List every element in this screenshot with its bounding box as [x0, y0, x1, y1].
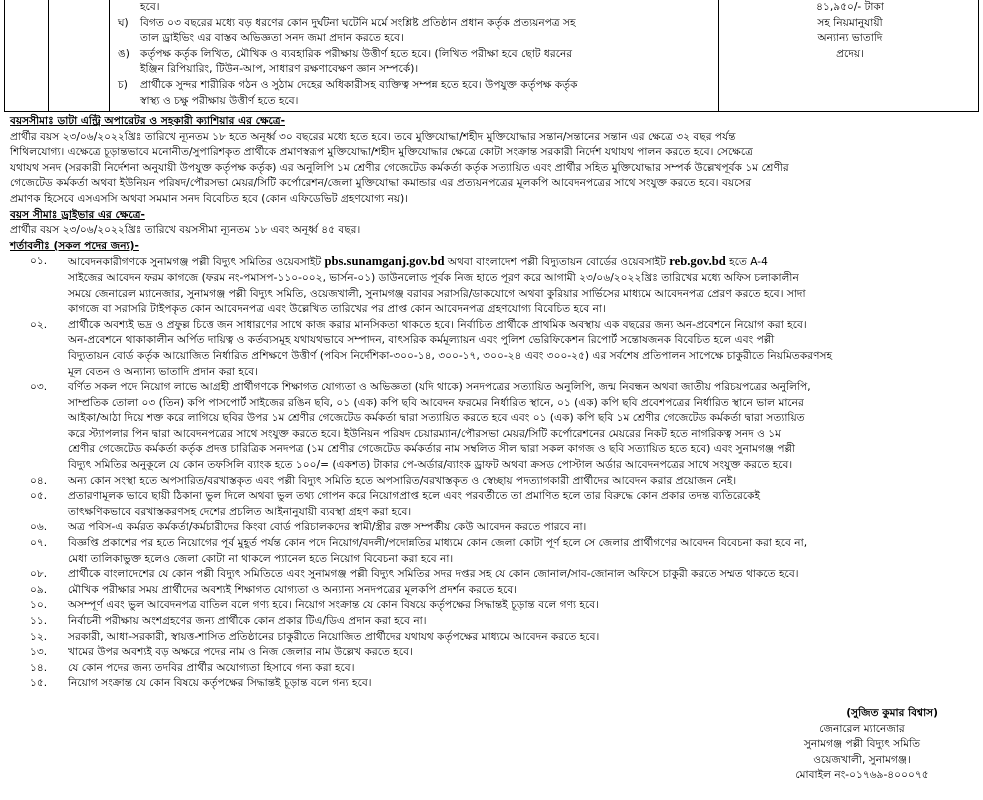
- text-segment: প্রার্থীকে বাংলাদেশের যে কোন পল্লী বিদ্যুৎ সমিতিতে এবং সুনামগঞ্জ পল্লী বিদ্যুৎ সমিতির সদর দপ্তর সহ যে কোন জোনাল/সাব-জোনাল অফিসে চাকুরী করতে সম্মত থাকতে হবে।: [68, 568, 799, 581]
- condition-item: [10, 645, 976, 661]
- condition-item: [10, 661, 976, 677]
- text-segment: কাগজে বা সরাসরি টাইপকৃত কোন আবেদনপত্র এবং উল্লেখিত তারিখের পর প্রাপ্ত কোন আবেদনপত্র গ্রহণযোগ্য বিবেচিত হবে না।: [68, 303, 606, 316]
- text-segment: বিজ্ঞপ্তি প্রকাশের পর হতে নিয়োগের পূর্ব মুহূর্ত পর্যন্ত কোন পদে নিয়োগ/বদলী/পদোন্নতির মাধ্যমে কোন জেলা কোটা পূর্ণ হলে সে জেলার প্রার্থীগণের আবেদন বিবেচনা করা হবে না,: [68, 537, 808, 550]
- condition-number: ০৩.: [30, 381, 48, 394]
- condition-line: [68, 271, 976, 287]
- condition-number: ০৫.: [30, 490, 48, 503]
- condition-line: [68, 489, 976, 505]
- condition-number: ০৪.: [30, 474, 48, 487]
- condition-number: ০৬.: [30, 521, 48, 534]
- condition-item: [10, 520, 976, 536]
- condition-line: [68, 505, 976, 521]
- text-segment: আবেদনকারীগণকে সুনামগঞ্জ পল্লী বিদ্যুৎ সমিতির ওয়েবসাইট: [68, 256, 325, 269]
- requirement-line: স্বাস্থ্য ও চক্ষু পরীক্ষায় উত্তীর্ণ হতে হবে।: [140, 94, 299, 107]
- condition-line: [68, 287, 976, 303]
- text-segment: প্রতারণামূলক ভাবে ছায়ী ঠিকানা ভুল দিলে অথবা ভুল তথ্য গোপন করে নিয়োগপ্রাপ্ত হলে এবং পরবর্তীতে তা প্রমাণিত হলে তার বিরুদ্ধে কোন প্রকার তদন্ত ব্যতিরেকেই: [68, 490, 761, 503]
- condition-line: [68, 474, 976, 490]
- salary-line: সহ নিয়মানুযায়ী: [817, 16, 883, 29]
- signatory-name: (সুজিত কুমার বিশ্বাস): [846, 707, 938, 719]
- condition-line: [68, 411, 976, 427]
- signature-block: [746, 706, 978, 784]
- requirement-line: বিগত ০৩ বছরের মধ্যে বড় ধরণের কোন দুর্ঘটনা ঘটেনি মর্মে সংশ্লিষ্ট প্রতিষ্ঠান প্রধান কর্তৃক প্রত্যয়নপত্র সহ: [140, 16, 576, 29]
- text-segment: অসম্পূর্ণ এবং ভুল আবেদনপত্র বাতিল বলে গণ্য হবে। নিয়োগ সংক্রান্ত যে কোন বিষয়ে কর্তৃপক্ষের সিদ্ধান্তই চূড়ান্ত বলে গণ্য হবে।: [68, 599, 599, 612]
- condition-line: [68, 254, 976, 271]
- text-segment: মূল বেতন ও অন্যান্য ভাতাদি প্রদান করা হবে।: [68, 365, 258, 378]
- condition-line: [68, 567, 976, 583]
- condition-line: [68, 645, 976, 661]
- text-segment: প্রার্থীকে অবশ্যই ভদ্র ও প্রফুল্ল চিত্তে জন সাধারণের সাথে কাজ করার মানসিকতা থাকতে হবে। নির্বাচিত প্রার্থীকে প্রাথমিক অবস্থায় এক বছরের জন্য অন-প্রবেশনে নিয়োগ করা হবে।: [68, 318, 807, 331]
- condition-number: ০১.: [30, 255, 48, 268]
- table-column-divider: [109, 0, 110, 111]
- condition-item: [10, 536, 976, 567]
- text-segment: সরকারী, আধা-সরকারী, স্বায়ত্ত-শাসিত প্রতিষ্ঠানের চাকুরীতে নিয়োজিত প্রার্থীদের যথাযথ কর্তৃপক্ষের মাধ্যমে আবেদন করতে হবে।: [68, 630, 600, 643]
- text-segment: মৌখিক পরীক্ষার সময় প্রার্থীদের অবশ্যই শিক্ষাগত যোগ্যতা ও অন্যান্য সনদপত্রের মূলকপি প্রদর্শন করতে হবে।: [68, 583, 518, 596]
- condition-line: [68, 365, 976, 381]
- condition-number: ০২.: [30, 318, 48, 331]
- condition-number: ১৪.: [30, 661, 48, 674]
- paragraph-line: গেজেটেড কর্মকর্তা অথবা ইউনিয়ন পরিষদ/পৌরসভা মেয়র/সিটি কর্পোরেশন/জেলা মুক্তিযোদ্ধা কমান্ডার এর প্রত্যয়নপত্রের মূলকপি আবেদনপত্রের সাথে সংযুক্ত করতে হবে। বয়সের: [10, 177, 752, 190]
- text-segment: বিদ্যুতায়ন বোর্ড কর্তৃক আয়োজিত নির্ধারিত প্রশিক্ষণে উত্তীর্ণ (পবিস নির্দেশিকা-৩০০-১৪, ৩০০-১৭, ৩০০-২৪ এবং ৩০০-২৫) এর সর্বশেষ প্রতিপালন সাপেক্ষে চাকুরীতে নিয়মিতকরণসহ: [68, 349, 833, 362]
- conditions-heading: শর্তাবলীঃ (সকল পদের জন্য)-: [10, 239, 139, 252]
- website-url: reb.gov.bd: [669, 254, 726, 269]
- condition-line: [68, 583, 976, 599]
- requirement-row: [118, 47, 714, 78]
- salary-line: প্রদেয়।: [836, 47, 864, 60]
- requirement-line: হবে।: [140, 1, 160, 13]
- text-segment: বর্ণিত সকল পদে নিয়োগ লাভে আগ্রহী প্রার্থীগণকে শিক্ষাগত যোগ্যতা ও অভিজ্ঞতা (যদি থাকে) সনদপত্রের সত্যায়িত অনুলিপি, জন্ম নিবন্ধন অথবা জাতীয় পরিচয়পত্রের অনুলিপি,: [68, 381, 811, 394]
- text-segment: হতে A-4: [725, 256, 768, 269]
- requirement-row: [118, 16, 714, 47]
- paragraph-line: প্রার্থীর বয়স ২৩/০৬/২০২২খ্রিঃ তারিখে ন্যূনতম ১৮ হতে অনূর্ধ্ব ৩০ বছরের মধ্যে হতে হবে। তবে মুক্তিযোদ্ধা/শহীদ মুক্তিযোদ্ধার সন্তান/সন্তানের সন্তান এর ক্ষেত্রে ৩২ বছর পর্যন্ত: [10, 130, 736, 143]
- age-limit-heading-data-entry: বয়সসীমাঃ ডাটা এন্ট্রি অপারেটর ও সহকারী ক্যাশিয়ার এর ক্ষেত্রে-: [10, 115, 285, 127]
- condition-item: [10, 614, 976, 630]
- text-segment: আইকা/আঠা দিয়ে শক্ত করে লাগিয়ে ছবির উপর ১ম শ্রেণীর গেজেটেড কর্মকর্তা দ্বারা সত্যায়িত করতে হবে এবং ০১ (এক) কপি ছবি ১ম শ্রেণীর গেজেটেড কর্মকর্তা দ্বারা সত্যায়িত: [68, 412, 805, 425]
- condition-line: [68, 661, 976, 677]
- condition-item: [10, 583, 976, 599]
- table-column-divider: [48, 0, 49, 111]
- requirement-row: [118, 78, 714, 109]
- requirement-line: তাল ড্রাইভিং এর বাস্তব অভিজ্ঞতা সনদ জমা প্রদান করতে হবে।: [140, 32, 404, 45]
- condition-line: [68, 536, 976, 552]
- condition-line: [68, 614, 976, 630]
- text-segment: সাইজের আবেদন ফরম কাগজে (ফরম নং-পমাসপ-১১০-০০২, ভার্সন-০১) ডাউনলোড পূর্বক নিজ হাতে পূরণ করে আগামী ২৩/০৬/২০২২খ্রিঃ তারিখের মধ্যে অফিস চলাকালীন: [68, 271, 799, 284]
- condition-line: [68, 458, 976, 474]
- table-column-divider: [718, 0, 719, 111]
- condition-line: [68, 442, 976, 458]
- requirement-number: চ): [118, 78, 128, 91]
- condition-item: [10, 474, 976, 490]
- condition-line: [68, 630, 976, 646]
- text-segment: নির্বাচনী পরীক্ষায় অংশগ্রহণের জন্য প্রার্থীকে কোন প্রকার টিএ/ডিএ প্রদান করা হবে না।: [68, 615, 427, 627]
- requirement-number: ঘ): [118, 16, 129, 29]
- text-segment: মেধা তালিকাভুক্ত হলেও জেলা কোটা না থাকলে প্যানেল হতে নিয়োগ বিবেচনা করা হবে না।: [68, 552, 454, 565]
- requirement-row: [118, 0, 714, 16]
- website-url: pbs.sunamganj.gov.bd: [324, 254, 445, 269]
- condition-item: [10, 676, 976, 692]
- condition-line: [68, 396, 976, 412]
- condition-item: [10, 489, 976, 520]
- condition-line: [68, 333, 976, 349]
- condition-line: [68, 380, 976, 396]
- age-limit-text-driver: [10, 223, 976, 239]
- condition-number: ১০.: [30, 599, 48, 612]
- condition-item: [10, 630, 976, 646]
- condition-item: [10, 380, 976, 474]
- condition-number: ০৯.: [30, 583, 48, 596]
- text-segment: অত্র পবিস-এ কর্মরত কর্মকর্তা/কর্মচারীদের কিংবা বোর্ড পরিচালকদের স্বামী/স্ত্রীর রক্ত সম্পর্কীয় কেউ আবেদন করতে পারবে না।: [68, 521, 587, 534]
- driver-requirements: [118, 0, 714, 109]
- condition-line: [68, 598, 976, 614]
- condition-line: [68, 318, 976, 334]
- condition-line: [68, 349, 976, 365]
- condition-number: ১৫.: [30, 677, 48, 690]
- condition-item: [10, 567, 976, 583]
- paragraph-line: যথাযথ সনদ (সরকারী নির্দেশনা অনুযায়ী উপযুক্ত কর্তৃপক্ষ কর্তৃক) এর অনুলিপি ১ম শ্রেণীর গেজেটেড কর্মকর্তা কর্তৃক সত্যায়িত এবং প্রার্থীর সহিত মুক্তিযোদ্ধার সম্পর্ক উল্লেখপূর্বক ১ম শ্রেণীর: [10, 161, 789, 174]
- condition-item: [10, 598, 976, 614]
- signatory-title: জেনারেল ম্যানেজার: [819, 722, 905, 735]
- text-segment: শ্রেণীর গেজেটেড কর্মকর্তা কর্তৃক প্রদত্ত চারিত্রিক সনদপত্র (১ম শ্রেণীর গেজেটেড কর্মকর্তার নাম সম্বলিত সীল দ্বারা সকল কাগজ ও ছবি সত্যায়িত হতে হবে) এবং সুনামগঞ্জ পল্লী: [68, 443, 796, 456]
- conditions-list: [10, 254, 976, 692]
- text-segment: যে কোন পদের জন্য তদবির প্রার্থীর অযোগ্যতা হিসাবে গন্য করা হবে।: [68, 661, 355, 674]
- condition-line: [68, 520, 976, 536]
- salary-line: অন্যান্য ভাতাদি: [817, 32, 883, 45]
- paragraph-line: প্রার্থীর বয়স ২৩/০৬/২০২২খ্রিঃ তারিখে বয়সসীমা ন্যূনতম ১৮ এবং অনূর্ধ্ব ৪৫ বছর।: [10, 224, 361, 237]
- requirement-line: ইঞ্জিন রিপিয়ারিং, টিউন-আপ, সাধারণ রক্ষণাবেক্ষণ জ্ঞান সম্পর্কে)।: [140, 63, 419, 76]
- paragraph-line: প্রমাণক হিসেবে এসএসসি অথবা সমমান সনদ বিবেচিত হবে (কোন এফিডেভিট গ্রহণযোগ্য নয়)।: [10, 192, 409, 205]
- text-segment: তাৎক্ষণিকভাবে বরখাস্তকরণসহ দেশের প্রচলিত আইনানুযায়ী ব্যবস্থা গ্রহণ করা হবে।: [68, 505, 412, 518]
- condition-line: [68, 427, 976, 443]
- requirement-line: প্রার্থীকে সুন্দর শারীরিক গঠন ও সুঠাম দেহের অধিকারীসহ ব্যক্তিত্ব সম্পন্ন হতে হবে। উপযুক্ত কর্তৃপক্ষ কর্তৃক: [140, 78, 578, 91]
- condition-item: [10, 254, 976, 317]
- signatory-address: ওয়েজখালী, সুনামগঞ্জ।: [813, 753, 911, 766]
- text-segment: নিয়োগ সংক্রান্ত যে কোন বিষয়ে কর্তৃপক্ষের সিদ্ধান্তই চূড়ান্ত বলে গন্য হবে।: [68, 677, 372, 690]
- age-limit-text-data-entry: [10, 130, 976, 208]
- text-segment: করে স্ট্যাপলার পিন দ্বারা আবেদনপত্রের সাথে সংযুক্ত করতে হবে। ইউনিয়ন পরিষদ চেয়ারম্যান/পৌরসভা মেয়র/সিটি কর্পোরেশনের মেয়রের নিকট হতে নাগরিকত্ব সনদ ও ১ম: [68, 427, 782, 440]
- requirement-number: ঙ): [118, 47, 130, 60]
- condition-number: ১৩.: [30, 646, 48, 659]
- job-table-fragment: [4, 0, 979, 112]
- text-segment: খামের উপর অবশ্যই বড় অক্ষরে পদের নাম ও নিজ জেলার নাম উল্লেখ করতে হবে।: [68, 646, 413, 659]
- condition-line: [68, 676, 976, 692]
- signatory-organization: সুনামগঞ্জ পল্লী বিদ্যুৎ সমিতি: [803, 738, 921, 751]
- condition-number: ০৮.: [30, 568, 48, 581]
- salary-cell: [725, 0, 975, 62]
- signatory-mobile: মোবাইল নং-০১৭৬৯-৪০০০৭৫: [795, 769, 929, 782]
- condition-line: [68, 552, 976, 568]
- condition-number: ০৭.: [30, 537, 48, 550]
- text-segment: অথবা বাংলাদেশ পল্লী বিদ্যুতায়ন বোর্ডের ওয়েবসাইট: [444, 256, 670, 269]
- text-segment: বিদ্যুৎ সমিতির অনুকূলে যে কোন তফসিলি ব্যাংক হতে ১০০/= (একশত) টাকার পে-অর্ডার/ব্যাংক ড্রাফট অথবা ক্রসড পোস্টাল অর্ডার আবেদনপত্রের সাথে সংযুক্ত করতে হবে।: [68, 459, 793, 472]
- text-segment: সাম্প্রতিক তোলা ০৩ (তিন) কপি পাসপোর্ট সাইজের রঙিন ছবি, ০১ (এক) কপি ছবি আবেদন ফরমের নির্ধারিত স্থানে, ০১ (এক) কপি ছবি প্রবেশপত্রের নির্ধারিত স্থানে ভাল মানের: [68, 396, 804, 409]
- paragraph-line: শিথিলযোগ্য। এক্ষেত্রে চূড়ান্তভাবে মনোনীত/সুপারিশকৃত প্রার্থীকে প্রমাণস্বরূপ মুক্তিযোদ্ধা/শহীদ মুক্তিযোদ্ধার ক্ষেত্রে কোটা সংক্রান্ত সরকারী নির্দেশ যথাযথ পালন করতে হবে। সেক্ষেত্রে: [10, 146, 753, 159]
- notice-body: [10, 114, 976, 692]
- text-segment: অন-প্রবেশনে থাকাকালীন অর্পিত দায়িত্ব ও কর্তব্যসমূহ যথাযথভাবে সম্পাদন, বাৎসরিক কর্মমূল্যায়ন এবং পুলিশ ভেরিফিকেশন রিপোর্ট সন্তোষজনক বিবেচিত হলে এবং পল্লী: [68, 334, 775, 347]
- condition-number: ১২.: [30, 630, 48, 643]
- age-limit-heading-driver: বয়স সীমাঃ ড্রাইভার এর ক্ষেত্রে-: [10, 208, 145, 221]
- text-segment: অন্য কোন সংস্থা হতে অপসারিত/বরখাস্তকৃত এবং পল্লী বিদ্যুৎ সমিতি হতে অপসারিত/বরখাস্তকৃত ও স্বেচ্ছায় পদত্যাগকারী প্রার্থীদের আবেদন করার প্রয়োজন নেই।: [68, 474, 737, 487]
- requirement-line: কর্তৃপক্ষ কর্তৃক লিখিত, মৌখিক ও ব্যবহারিক পরীক্ষায় উত্তীর্ণ হতে হবে। (লিখিত পরীক্ষা হবে ছোট ধরনের: [140, 47, 573, 60]
- condition-number: ১১.: [30, 615, 48, 627]
- text-segment: সময়ে জেনারেল ম্যানেজার, সুনামগঞ্জ পল্লী বিদ্যুৎ সমিতি, ওয়েজখালী, সুনামগঞ্জ বরাবর সরাসরি/ডাকযোগে অথবা কুরিয়ার সার্ভিসের মাধ্যমে আবেদনপত্র প্রেরণ করতে হবে। সাদা: [68, 287, 806, 300]
- condition-line: [68, 302, 976, 318]
- condition-item: [10, 318, 976, 380]
- salary-line: ৪১,৯৫০/- টাকা: [816, 1, 884, 13]
